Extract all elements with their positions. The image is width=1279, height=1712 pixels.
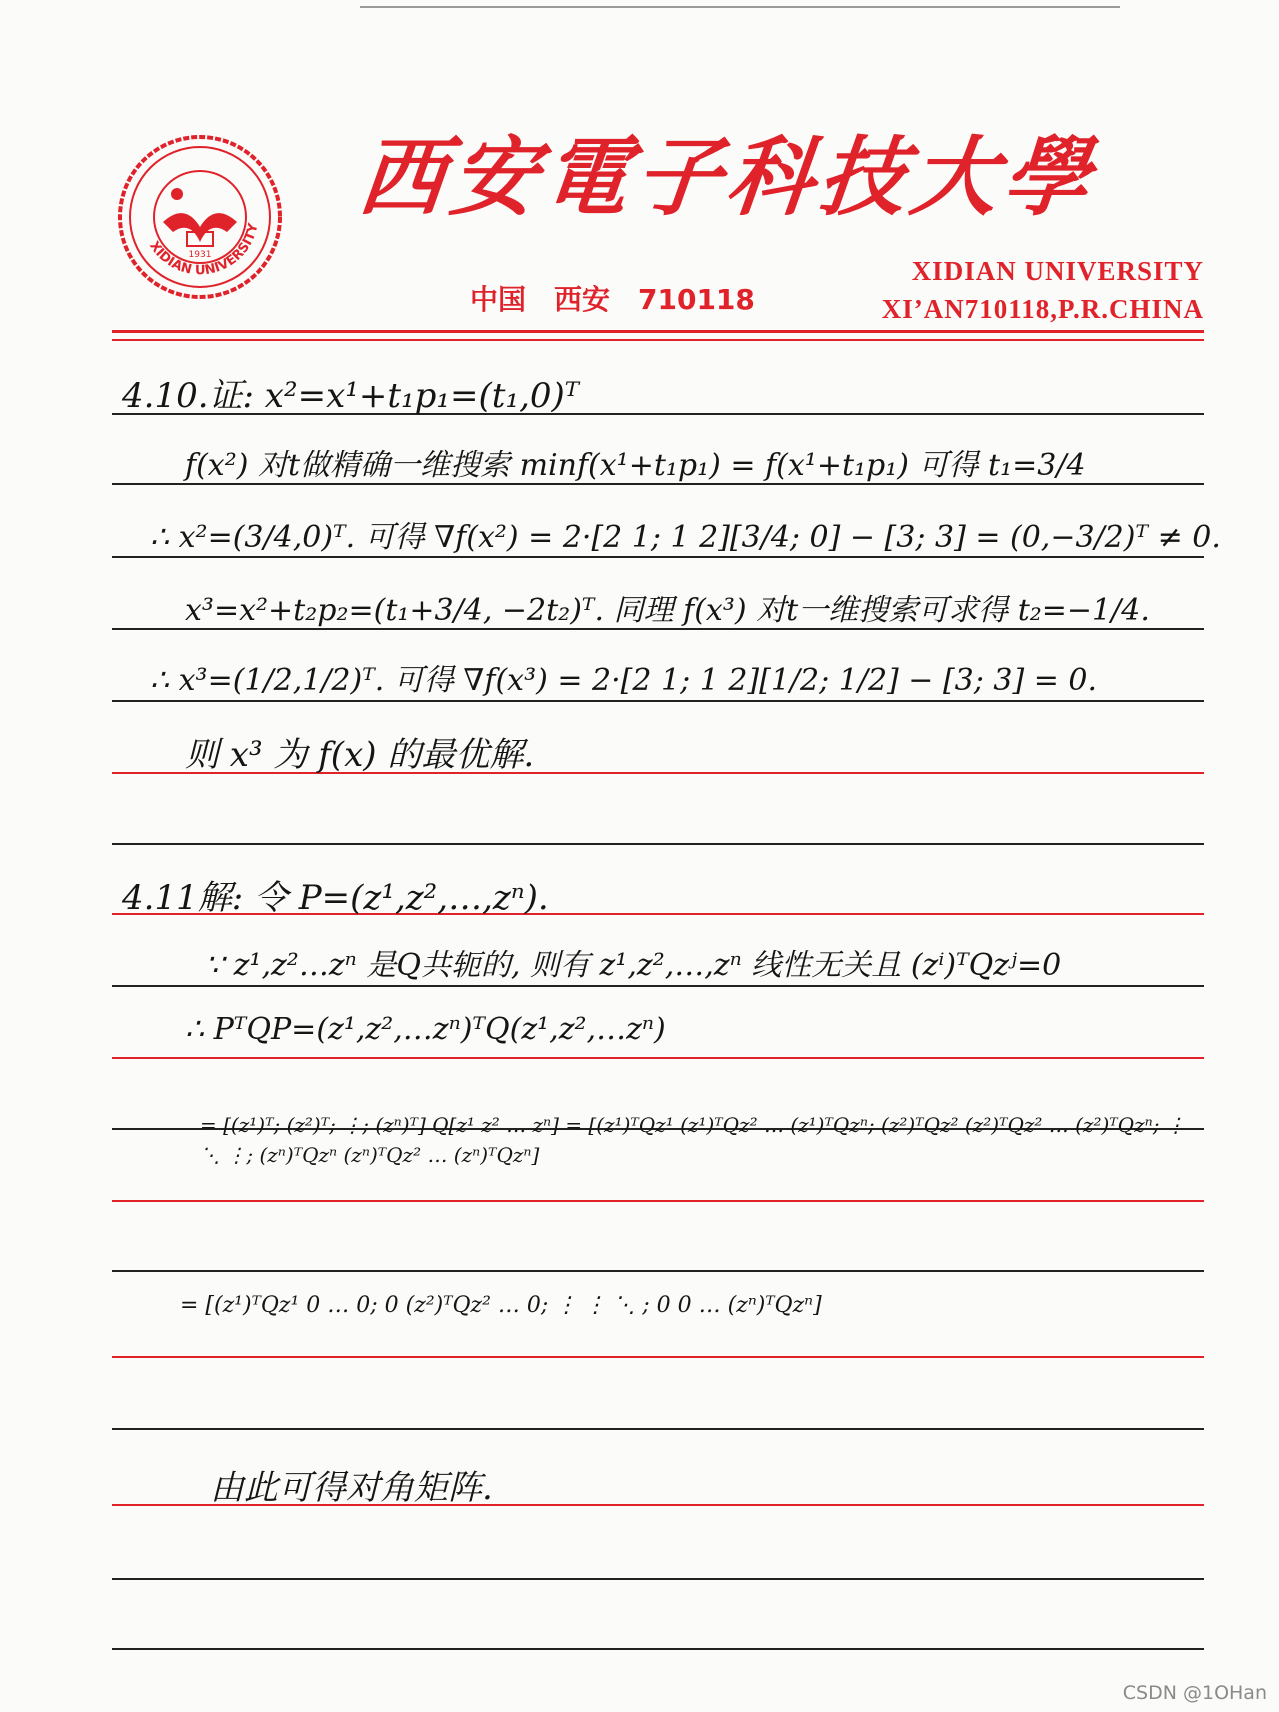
- header-rule: [112, 330, 1204, 333]
- header-rule: [112, 339, 1204, 341]
- handwritten-line: = [(z¹)ᵀQz¹ 0 … 0; 0 (z²)ᵀQz² … 0; ⋮ ⋮ ⋱ ; 0 0 … (zⁿ)ᵀQzⁿ]: [180, 1293, 822, 1318]
- address-en-line: XI’AN710118,P.R.CHINA: [881, 294, 1204, 324]
- university-name-cn: 西安電子科技大學: [353, 127, 1101, 228]
- university-name-en: [882, 252, 1204, 328]
- handwritten-line: 4.10.证: x²=x¹+t₁p₁=(t₁,0)ᵀ: [122, 376, 580, 416]
- university-seal-icon: [115, 132, 285, 302]
- ruled-line: [112, 1578, 1204, 1580]
- handwritten-line: ∵ z¹,z²…zⁿ 是Q共轭的, 则有 z¹,z²,…,zⁿ 线性无关且 (zⁱ)ᵀQzʲ=0: [205, 948, 1062, 983]
- handwritten-line: 则 x³ 为 f(x) 的最优解.: [185, 735, 535, 775]
- university-en-line: XIDIAN UNIVERSITY: [911, 256, 1204, 286]
- handwritten-line: ∴ PᵀQP=(z¹,z²,…zⁿ)ᵀQ(z¹,z²,…zⁿ): [185, 1012, 666, 1047]
- handwritten-line: 由此可得对角矩阵.: [210, 1468, 493, 1508]
- ruled-line: [112, 985, 1204, 987]
- handwritten-line: ∴ x³=(1/2,1/2)ᵀ. 可得 ∇f(x³) = 2·[2 1; 1 2][1/2; 1/2] − [3; 3] = 0.: [150, 663, 1098, 698]
- ruled-line: [112, 1428, 1204, 1430]
- svg-text:XIDIAN UNIVERSITY: XIDIAN UNIVERSITY: [146, 222, 262, 279]
- ruled-line: [112, 1200, 1204, 1202]
- handwritten-line: 4.11解: 令 P=(z¹,z²,…,zⁿ).: [122, 878, 549, 918]
- top-edge-line: [360, 6, 1120, 8]
- ruled-line: [112, 1270, 1204, 1272]
- ruled-line: [112, 843, 1204, 845]
- handwritten-line: ∴ x²=(3/4,0)ᵀ. 可得 ∇f(x²) = 2·[2 1; 1 2][3/4; 0] − [3; 3] = (0,−3/2)ᵀ ≠ 0.: [150, 520, 1221, 555]
- ruled-line: [112, 556, 1204, 558]
- ruled-line: [112, 1356, 1204, 1358]
- svg-text:1931: 1931: [188, 250, 212, 260]
- handwritten-line: = [(z¹)ᵀ; (z²)ᵀ; ⋮; (zⁿ)ᵀ] Q[z¹ z² … zⁿ] = [(z¹)ᵀQz¹ (z¹)ᵀQz² … (z¹)ᵀQzⁿ; (z²)ᵀQz² (z²)ᵀQz² … (z²)ᵀQzⁿ; ⋮ ⋱ ⋮; (zⁿ)ᵀQzⁿ (zⁿ)ᵀQz² … (zⁿ)ᵀQzⁿ]: [200, 1113, 1186, 1167]
- handwritten-line: x³=x²+t₂p₂=(t₁+3/4, −2t₂)ᵀ. 同理 f(x³) 对t一维搜索可求得 t₂=−1/4.: [185, 593, 1150, 628]
- handwritten-line: f(x²) 对t做精确一维搜索 minf(x¹+t₁p₁) = f(x¹+t₁p₁) 可得 t₁=3/4: [185, 448, 1086, 483]
- address-cn: 中国 西安 710118: [470, 283, 755, 316]
- ruled-line: [112, 1057, 1204, 1059]
- watermark: CSDN @1OHan: [1122, 1682, 1267, 1704]
- ruled-line: [112, 700, 1204, 702]
- ruled-line: [112, 1648, 1204, 1650]
